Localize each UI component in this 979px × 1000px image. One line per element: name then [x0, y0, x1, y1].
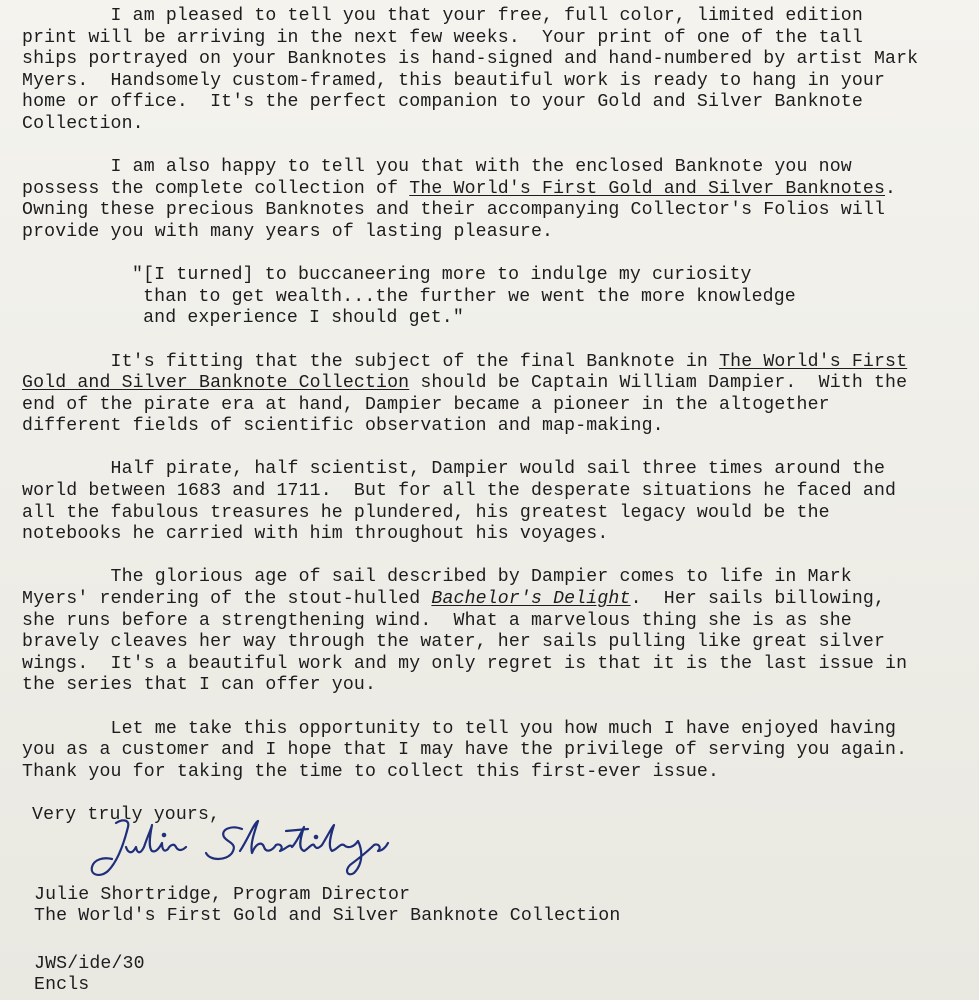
enclosure-note: Encls: [34, 975, 90, 996]
text-line: notebooks he carried with him throughout his voyages.: [22, 524, 609, 545]
paragraph-final-banknote: [22, 352, 971, 438]
text-line: The glorious age of sail described by Dampier comes to life in Mark: [22, 567, 852, 588]
text-line: Owning these precious Banknotes and their accompanying Collector's Folios will: [22, 200, 886, 221]
text-line: she runs before a strengthening wind. What a marvelous thing she is as she: [22, 610, 852, 631]
quote-line: and experience I should get.": [132, 308, 464, 329]
text-line: wings. It's a beautiful work and my only regret is that it is the last issue in: [22, 653, 908, 674]
quote-line: "[I turned] to buccaneering more to indulge my curiosity: [132, 265, 752, 286]
ship-name: Bachelor's Delight: [431, 589, 631, 610]
handwritten-signature: [82, 823, 971, 885]
text-line: I am pleased to tell you that your free, full color, limited edition: [22, 6, 863, 26]
text-line: print will be arriving in the next few weeks. Your print of one of the tall: [22, 27, 863, 48]
paragraph-print-arriving: [22, 6, 971, 136]
text-line: world between 1683 and 1711. But for all the desperate situations he faced and: [22, 481, 897, 502]
text-line: bravely cleaves her way through the water, her sails pulling like great silver: [22, 632, 886, 653]
text-line: ships portrayed on your Banknotes is hand-signed and hand-numbered by artist Mark: [22, 49, 919, 70]
text-line: .: [885, 178, 897, 199]
closing: Very truly yours,: [32, 804, 221, 825]
paragraph-half-pirate: [22, 459, 971, 545]
signer-name-title: Julie Shortridge, Program Director: [34, 884, 411, 905]
text-line: . Her sails billowing,: [630, 589, 886, 610]
text-line: Collection.: [22, 113, 144, 134]
dampier-quote: [132, 265, 971, 330]
text-line: provide you with many years of lasting pleasure.: [22, 221, 554, 242]
text-line: the series that I can offer you.: [22, 675, 377, 696]
reference-initials: JWS/ide/30: [34, 953, 145, 974]
text-line: should be Captain William Dampier. With the: [409, 373, 908, 394]
paragraph-age-of-sail: [22, 567, 971, 697]
text-line: end of the pirate era at hand, Dampier became a pioneer in the altogether: [22, 394, 830, 415]
text-line: you as a customer and I hope that I may have the privilege of serving you again.: [22, 740, 908, 761]
text-line: possess the complete collection of: [22, 178, 410, 199]
text-line: home or office. It's the perfect companion to your Gold and Silver Banknote: [22, 92, 863, 113]
collection-title: The World's First Gold and Silver Banknotes: [409, 178, 886, 199]
organization-name: The World's First Gold and Silver Banknote Collection: [34, 906, 621, 927]
text-line: Half pirate, half scientist, Dampier would sail three times around the: [22, 459, 886, 480]
paragraph-thank-you: [22, 719, 971, 784]
text-line: It's fitting that the subject of the final Banknote in: [22, 351, 720, 372]
text-line: Thank you for taking the time to collect this first-ever issue.: [22, 761, 720, 782]
text-line: Let me take this opportunity to tell you how much I have enjoyed having: [22, 718, 897, 739]
quote-line: than to get wealth...the further we went the more knowledge: [132, 286, 796, 307]
text-line: different fields of scientific observation and map-making.: [22, 416, 664, 437]
paragraph-complete-collection: [22, 157, 971, 243]
text-line: Myers' rendering of the stout-hulled: [22, 589, 432, 610]
signature-icon: [82, 813, 402, 883]
text-line: I am also happy to tell you that with the enclosed Banknote you now: [22, 157, 852, 178]
text-line: Myers. Handsomely custom-framed, this beautiful work is ready to hang in your: [22, 70, 886, 91]
collection-title: Gold and Silver Banknote Collection: [22, 373, 410, 394]
collection-title: The World's First: [719, 351, 908, 372]
text-line: all the fabulous treasures he plundered, his greatest legacy would be the: [22, 502, 830, 523]
